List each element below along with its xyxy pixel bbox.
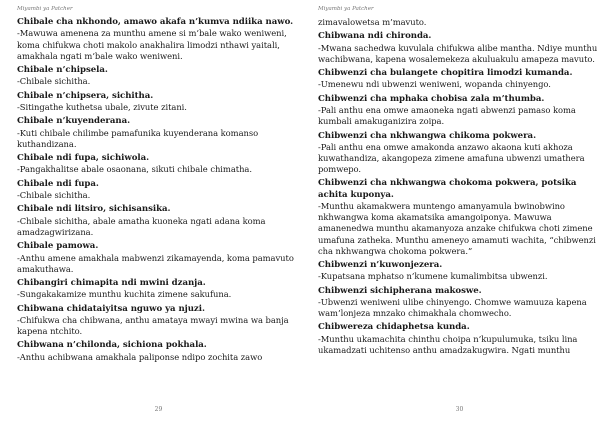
proverb-explanation: -Chibale sichitha. [17, 190, 91, 201]
proverb-explanation: -Sungakakamize munthu kuchita zimene sakufuna. [17, 289, 232, 300]
proverb-heading: Chibale cha nkhondo, amawo akafa n’kumva ndiika nawo. [17, 17, 294, 27]
proverb-explanation: -Pali anthu ena omwe amakonda anzawo akaona kuti akhoza kuwathandiza, akangopeza zimene amafuna ubwenzi umathera pomwepo. [318, 141, 585, 175]
proverb-entry [318, 131, 600, 176]
proverb-entry [318, 322, 600, 356]
proverb-entry [17, 304, 300, 338]
continued-text: zimavalowetsa m’mavuto. [318, 17, 427, 27]
proverb-entry [17, 17, 300, 62]
proverb-heading: Chibwereza chidaphetsa kunda. [318, 322, 470, 333]
proverb-explanation: -Chifukwa cha chibwana, anthu amataya mwayi mwina wa banja kapena ntchito. [17, 315, 289, 337]
proverb-entry [318, 260, 600, 283]
proverb-entry [17, 153, 300, 176]
proverb-explanation: -Pali anthu ena omwe amaoneka ngati abwenzi pamaso koma kumbali amakuganizira zoipa. [318, 105, 576, 127]
proverb-entry [318, 68, 600, 91]
proverb-explanation: -Chibale sichitha, abale amatha kuoneka ngati adana koma amadzagwirizana. [17, 215, 266, 237]
proverb-heading: Chibwenzi cha nkhwangwa chokoma pokwera, potsika achita kuponya. [318, 178, 577, 200]
proverb-heading: Chibale ndi fupa, sichiwola. [17, 153, 150, 164]
page-number: 30 [455, 406, 464, 413]
proverb-heading: Chibale n’chipsela. [17, 64, 108, 75]
proverb-heading: Chibwana ndi chironda. [318, 31, 432, 42]
page-number: 29 [154, 406, 163, 413]
proverb-explanation: -Chibale sichitha. [17, 76, 91, 87]
proverb-heading: Chibwana n’chilonda, sichiona pokhala. [17, 340, 207, 351]
proverb-explanation: -Pangakhalitse abale osaonana, sikuti chibale chimatha. [17, 164, 252, 175]
continued-text-block [318, 17, 600, 28]
right-page-content [318, 17, 600, 359]
proverb-entry [318, 94, 600, 128]
proverb-entry [17, 65, 300, 88]
running-head: Miyambi ya Patcher [17, 6, 73, 12]
proverb-heading: Chibwenzi n’kuwonjezera. [318, 259, 443, 270]
proverb-explanation: -Kuti chibale chilimbe pamafunika kuyenderana komanso kuthandizana. [17, 127, 259, 149]
proverb-heading: Chibwenzi cha bulangete chopitira limodzi kumanda. [318, 68, 573, 79]
proverb-heading: Chibwana chidataiyitsa nguwo ya njuzi. [17, 303, 205, 314]
proverb-heading: Chibwenzi sichipherana makoswe. [318, 285, 482, 296]
left-page [17, 0, 300, 424]
proverb-explanation: -Mawuwa amenena za munthu amene si m’bale wako weniweni, koma chifukwa choti makolo anakhalira limodzi nthawi yaitali, amakhala ngati m’bale wako weniweni. [17, 28, 287, 61]
proverb-explanation: -Ubwenzi weniweni ulibe chinyengo. Chomwe wamuuza kapena wam’lonjeza mnzako chimakhala chomwecho. [318, 296, 587, 319]
proverb-entry [17, 91, 300, 114]
proverb-heading: Chibale ndi fupa. [17, 178, 99, 189]
proverb-explanation: -Umenewu ndi ubwenzi weniweni, wopanda chinyengo. [318, 79, 551, 90]
proverb-entry [318, 31, 600, 65]
proverb-heading: Chibale ndi litsiro, sichisansika. [17, 204, 171, 215]
proverb-entry [17, 278, 300, 301]
left-page-content [17, 17, 300, 366]
running-head: Miyambi ya Patcher [318, 6, 374, 12]
proverb-explanation: -Sitingathe kuthetsa ubale, zivute zitani. [17, 101, 187, 112]
proverb-explanation: -Munthu akamakwera muntengo amanyamula bwinobwino nkhwangwa koma akamatsika amangoiponya. Mawuwa amanenedwa munthu akamanyoza anzake chifukwa choti zimene umafuna zatheka. Munthu ameneyo amamuti wachita, “chibwenzi cha nkhwangwa chokoma pokwera.” [318, 201, 596, 256]
proverb-entry [17, 241, 300, 275]
proverb-explanation: -Munthu ukamachita chinthu choipa n’kupulumuka, tsiku lina ukamadzati uchitenso anthu amadzakugwira. Ngati munthu [318, 333, 578, 355]
proverb-entry [17, 204, 300, 238]
proverb-entry [17, 116, 300, 150]
proverb-entry [17, 179, 300, 202]
proverb-heading: Chibwenzi cha nkhwangwa chikoma pokwera. [318, 130, 537, 141]
proverb-heading: Chibale n’chipsera, sichitha. [17, 90, 154, 101]
proverb-explanation: -Anthu amene amakhala mabwenzi zikamayenda, koma pamavuto amakuthawa. [17, 252, 294, 274]
proverb-heading: Chibwenzi cha mphaka chobisa zala m’thumba. [318, 93, 545, 104]
proverb-explanation: -Mwana sachedwa kuvulala chifukwa alibe mantha. Ndiye munthu wachibwana, kapena wosalemekeza akuluakulu amapeza mavuto. [318, 42, 598, 64]
proverb-explanation: -Kupatsana mphatso n’kumene kumalimbitsa ubwenzi. [318, 271, 548, 282]
proverb-heading: Chibale pamowa. [17, 241, 99, 252]
proverb-explanation: -Anthu achibwana amakhala paliponse ndipo zochita zawo [17, 351, 263, 362]
proverb-heading: Chibangiri chimapita ndi mwini dzanja. [17, 277, 206, 288]
proverb-entry [318, 178, 600, 256]
right-page [318, 0, 600, 424]
proverb-heading: Chibale n’kuyenderana. [17, 116, 131, 127]
proverb-entry [318, 286, 600, 320]
proverb-entry [17, 340, 300, 363]
